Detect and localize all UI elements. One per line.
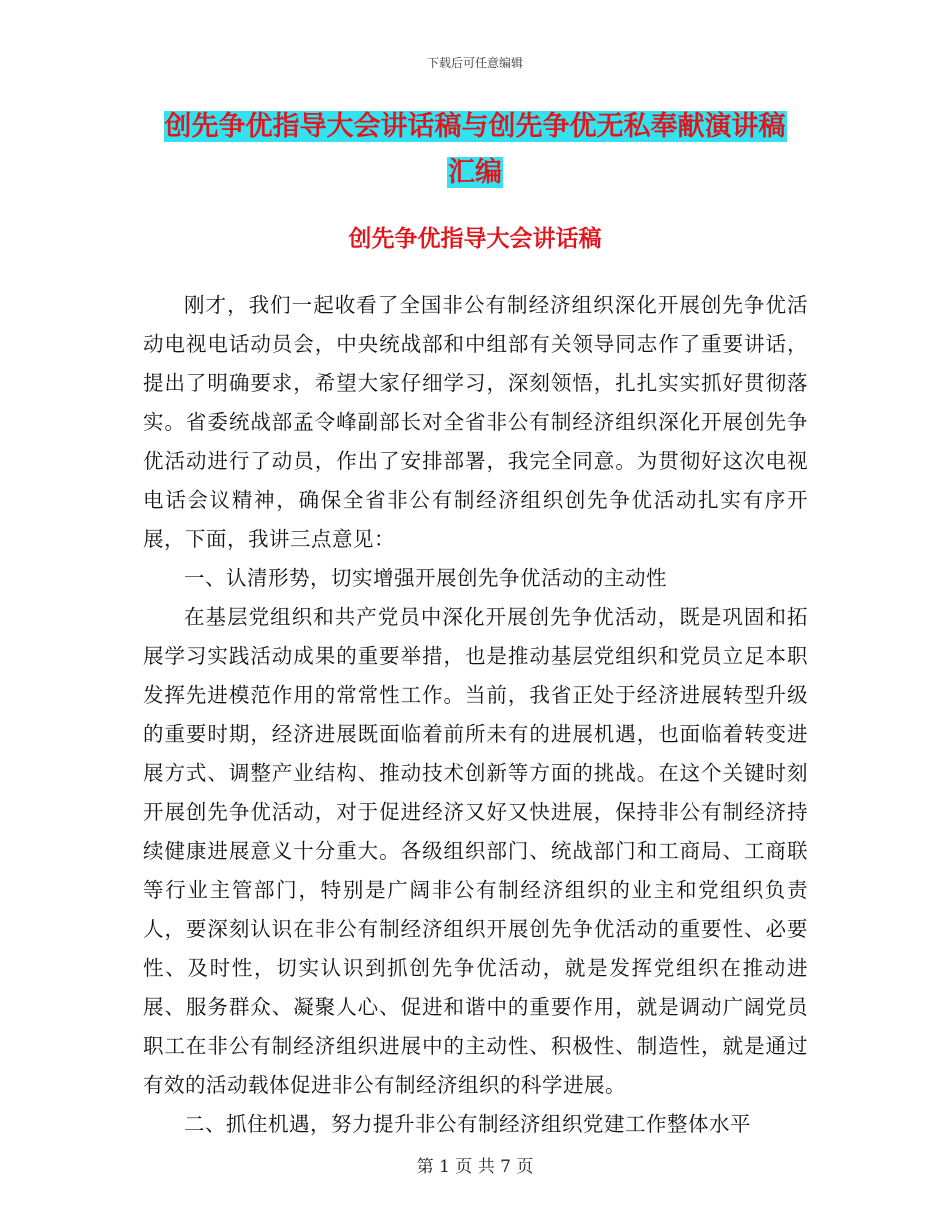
header-note: 下载后可任意编辑 bbox=[426, 56, 523, 70]
paragraph: 在基层党组织和共产党员中深化开展创先争优活动，既是巩固和拓展学习实践活动成果的重要举措，也是推动基层党组织和党员立足本职发挥先进模范作用的常常性工作。当前，我省正处于经济进展转型升级的重要时期，经济进展既面临着前所未有的进展机遇，也面临着转变进展方式、调整产业结构、推动技术创新等方面的挑战。在这个关键时刻开展创先争优活动，对于促进经济又好又快进展，保持非公有制经济持续健康进展意义十分重大。各级组织部门、统战部门和工商局、工商联等行业主管部门，特别是广阔非公有制经济组织的业主和党组织负责人，要深刻认识在非公有制经济组织开展创先争优活动的重要性、必要性、及时性，切实认识到抓创先争优活动，就是发挥党组织在推动进展、服务群众、凝聚人心、促进和谐中的重要作用，就是调动广阔党员职工在非公有制经济组织进展中的主动性、积极性、制造性，就是通过有效的活动载体促进非公有制经济组织的科学进展。 bbox=[143, 605, 808, 1097]
page-number-footer: 第 1 页 共 7 页 bbox=[416, 1157, 534, 1177]
paragraph: 刚才，我们一起收看了全国非公有制经济组织深化开展创先争优活动电视电话动员会，中央统战部和中组部有关领导同志作了重要讲话，提出了明确要求，希望大家仔细学习，深刻领悟，扎扎实实抓好贯彻落实。省委统战部孟令峰副部长对全省非公有制经济组织深化开展创先争优活动进行了动员，作出了安排部署，我完全同意。为贯彻好这次电视电话会议精神，确保全省非公有制经济组织创先争优活动扎实有序开展，下面，我讲三点意见： bbox=[143, 293, 808, 551]
document-title-text-2: 汇编 bbox=[448, 157, 502, 188]
document-title-text-1: 创先争优指导大会讲话稿与创先争优无私奉献演讲稿 bbox=[164, 111, 786, 142]
document-title-line-1 bbox=[0, 104, 950, 150]
section-heading: 一、认清形势，切实增强开展创先争优活动的主动性 bbox=[184, 566, 667, 590]
document-body bbox=[143, 286, 808, 1144]
document-title-line-2 bbox=[0, 150, 950, 196]
section-heading: 二、抓住机遇，努力提升非公有制经济组织党建工作整体水平 bbox=[184, 1112, 751, 1136]
section-title: 创先争优指导大会讲话稿 bbox=[348, 226, 602, 252]
